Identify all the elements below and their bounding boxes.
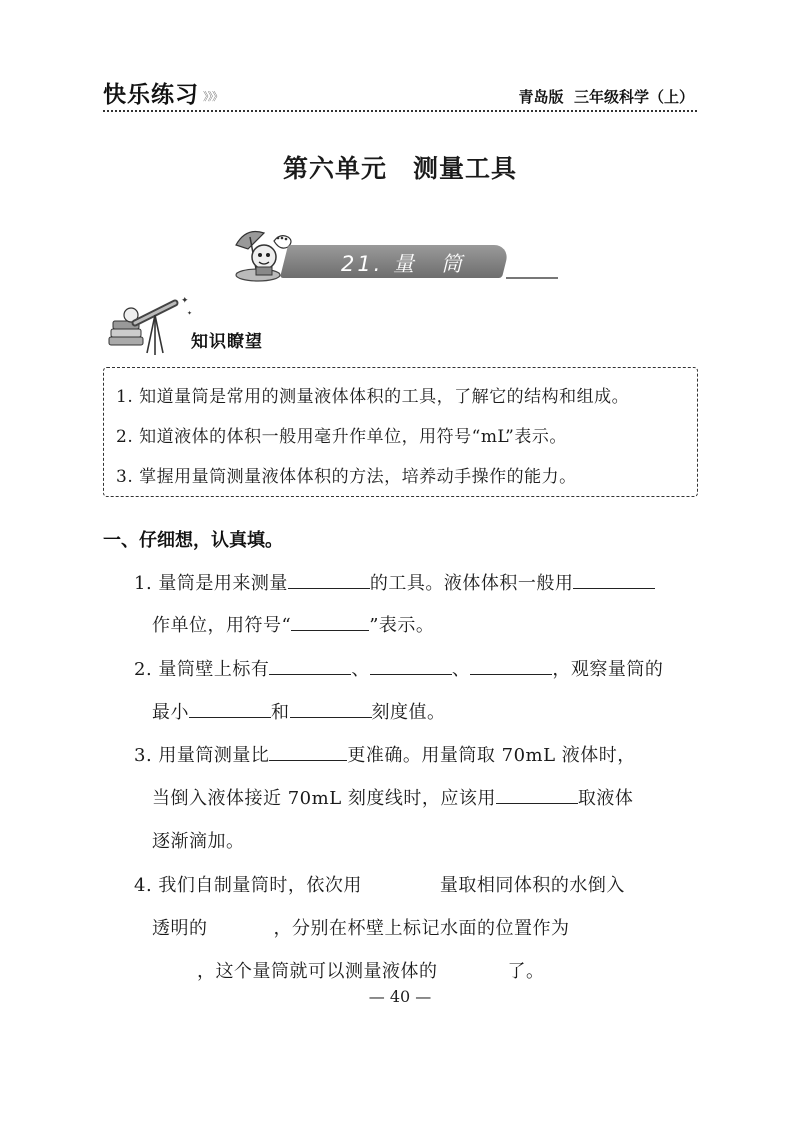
lesson-banner <box>228 225 558 285</box>
objective-item: 3. 掌握用量筒测量液体体积的方法，培养动手操作的能力。 <box>116 467 577 487</box>
page-number: — 40 — <box>368 987 432 1006</box>
banner-underline <box>506 277 558 279</box>
q4-text-e: ，这个量筒就可以测量液体的 <box>197 961 438 982</box>
header-divider <box>103 110 697 112</box>
knowledge-label: 知识瞭望 <box>191 332 263 352</box>
q2-blank-5[interactable] <box>290 700 372 718</box>
objective-item: 2. 知道液体的体积一般用毫升作单位，用符号“mL”表示。 <box>116 427 567 447</box>
q4-blank-4[interactable] <box>438 959 508 977</box>
q1-text-b: 的工具。液体体积一般用 <box>369 573 574 594</box>
question-2-line-2 <box>152 698 446 724</box>
q2-text-e: 最小 <box>152 702 189 723</box>
q4-text-d: ，分别在杯壁上标记水面的位置作为 <box>273 918 570 939</box>
q3-text-a: 3. 用量筒测量比 <box>134 745 270 766</box>
q3-blank-2[interactable] <box>496 786 578 804</box>
unit-title: 第六单元 测量工具 <box>282 154 517 183</box>
question-4-line-3 <box>152 957 545 983</box>
svg-text:✦: ✦ <box>187 310 193 317</box>
q3-text-e: 逐渐滴加。 <box>152 831 245 852</box>
q2-text-d: ，观察量筒的 <box>552 659 664 680</box>
book-title: 快乐练习 <box>103 82 199 108</box>
lesson-title: 21. 量 筒 <box>340 252 466 276</box>
svg-text:✦: ✦ <box>181 297 189 306</box>
q1-blank-2[interactable] <box>573 571 655 589</box>
q4-text-f: 了。 <box>507 961 545 982</box>
question-1-line-2 <box>152 611 434 637</box>
q3-text-b: 更准确。用量筒取 70mL 液体时， <box>347 745 636 766</box>
question-4-line-1 <box>134 871 625 897</box>
q4-text-c: 透明的 <box>152 918 208 939</box>
q4-blank-2[interactable] <box>208 916 274 934</box>
edition-label: 青岛版 三年级科学（上） <box>518 88 694 106</box>
q3-text-c: 当倒入液体接近 70mL 刻度线时，应该用 <box>152 788 496 809</box>
question-3-line-3 <box>152 827 245 853</box>
q4-blank-3[interactable] <box>152 959 197 977</box>
telescope-icon <box>105 297 195 359</box>
q1-text-c: 作单位，用符号“ <box>152 615 292 636</box>
q2-blank-3[interactable] <box>470 657 552 675</box>
q3-text-d: 取液体 <box>577 788 634 809</box>
q4-text-b: 量取相同体积的水倒入 <box>439 875 625 896</box>
q2-text-c: 、 <box>451 659 471 680</box>
question-3-line-2 <box>152 784 633 810</box>
question-4-line-2 <box>152 914 570 940</box>
chevrons-decoration: 》》》 <box>203 90 222 103</box>
q1-blank-3[interactable] <box>291 613 369 631</box>
section-heading: 一、仔细想，认真填。 <box>103 530 283 551</box>
question-1-line-1 <box>134 569 655 595</box>
q4-text-a: 4. 我们自制量筒时，依次用 <box>134 875 362 896</box>
question-2-line-1 <box>134 655 663 681</box>
knowledge-header <box>105 297 295 359</box>
q1-text-a: 1. 量筒是用来测量 <box>134 573 288 594</box>
q1-text-d: ”表示。 <box>369 615 435 636</box>
q2-blank-2[interactable] <box>370 657 452 675</box>
q2-blank-4[interactable] <box>189 700 271 718</box>
q2-text-f: 和 <box>271 702 290 723</box>
q2-blank-1[interactable] <box>269 657 351 675</box>
q2-text-b: 、 <box>351 659 370 680</box>
q4-blank-1[interactable] <box>362 873 440 891</box>
q2-text-g: 刻度值。 <box>371 702 446 723</box>
q1-blank-1[interactable] <box>288 571 370 589</box>
objective-item: 1. 知道量筒是常用的测量液体体积的工具，了解它的结构和组成。 <box>116 387 630 407</box>
q2-text-a: 2. 量筒壁上标有 <box>134 659 270 680</box>
q3-blank-1[interactable] <box>269 743 347 761</box>
question-3-line-1 <box>134 741 636 767</box>
